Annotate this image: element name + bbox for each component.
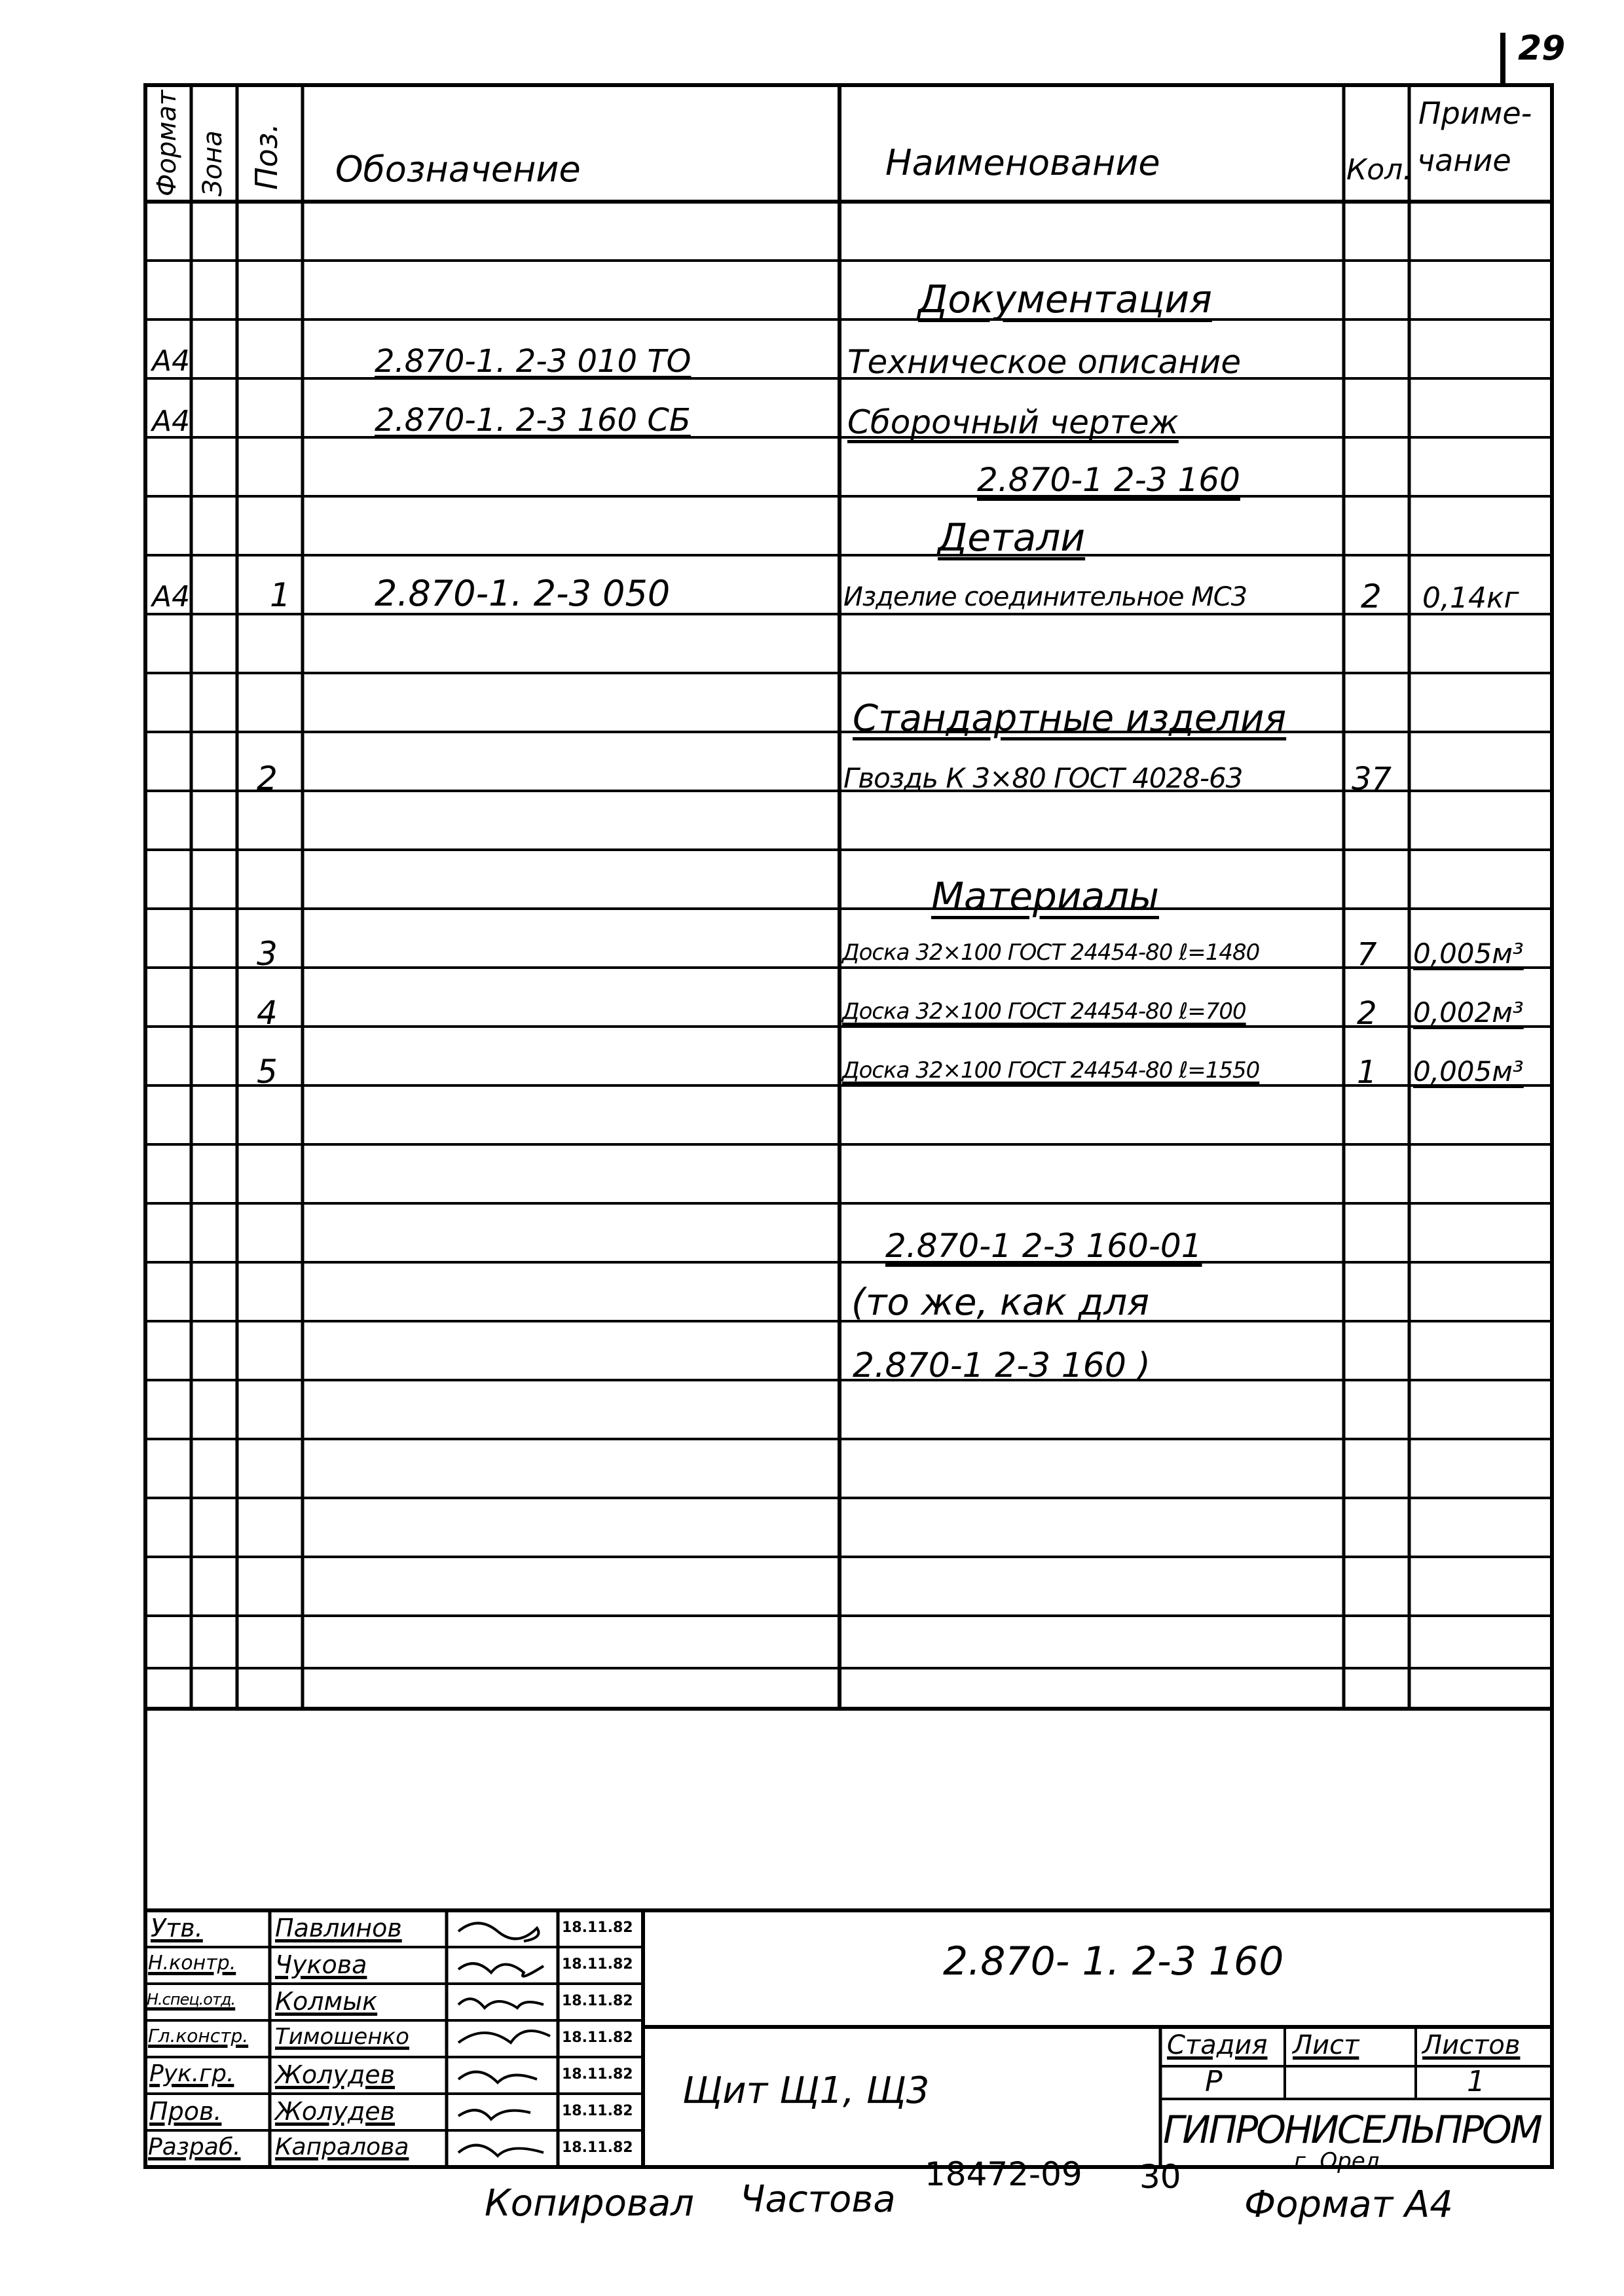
- sig-name: Чукова: [275, 1950, 367, 1979]
- row-pos: 1: [270, 576, 291, 614]
- header-format: Формат: [152, 90, 182, 196]
- row-qty: 37: [1352, 761, 1392, 797]
- sig-date: 18.11.82: [562, 2030, 633, 2046]
- header-zone: Зона: [198, 130, 228, 196]
- row-qty: 1: [1357, 1054, 1377, 1091]
- row-designation: 2.870-1. 2-3 050: [375, 573, 671, 614]
- organization: ГИПРОНИСЕЛЬПРОМ: [1163, 2107, 1541, 2152]
- copied-by-name: Частова: [740, 2178, 896, 2221]
- header-note-line1: Приме-: [1418, 96, 1532, 131]
- sig-name: Павлинов: [275, 1914, 402, 1942]
- format-label: Формат А4: [1244, 2183, 1453, 2226]
- section-documentation: Документация: [918, 277, 1212, 321]
- product-name: Щит Щ1, Щ3: [682, 2069, 930, 2112]
- section-materials: Материалы: [931, 874, 1159, 919]
- sheets-value: 1: [1467, 2065, 1485, 2098]
- sheet-label: Лист: [1293, 2030, 1359, 2060]
- row-designation: 2.870-1. 2-3 010 ТО: [375, 343, 692, 380]
- assembly-code-heading: 2.870-1 2-3 160: [977, 461, 1240, 499]
- row-name: Изделие соединительное МС3: [843, 582, 1247, 612]
- row-designation: 2.870-1. 2-3 160 СБ: [375, 402, 691, 439]
- row-pos: 5: [257, 1053, 278, 1091]
- header-pos: Поз.: [249, 123, 284, 190]
- sig-role: Пров.: [149, 2097, 222, 2126]
- document-code: 2.870- 1. 2-3 160: [943, 1939, 1284, 1984]
- sig-name: Жолудев: [275, 2097, 396, 2126]
- sig-name: Капралова: [275, 2134, 409, 2160]
- row-note: 0,005м³: [1413, 1055, 1524, 1087]
- sig-date: 18.11.82: [562, 1993, 633, 2009]
- row-format: А4: [152, 405, 191, 438]
- sig-name: Жолудев: [275, 2060, 396, 2089]
- sig-role: Разраб.: [148, 2134, 241, 2160]
- row-name: Техническое описание: [847, 343, 1242, 381]
- sig-role: Рук.гр.: [149, 2060, 234, 2087]
- page-number: 30: [1139, 2158, 1181, 2196]
- sig-name: Тимошенко: [275, 2024, 409, 2050]
- row-name: Доска 32×100 ГОСТ 24454-80 ℓ=700: [842, 998, 1246, 1025]
- header-qty: Кол.: [1346, 153, 1412, 187]
- section-standard-items: Стандартные изделия: [853, 697, 1287, 740]
- sig-role: Гл.констр.: [148, 2025, 249, 2047]
- sheet-number: 29: [1518, 29, 1566, 68]
- sig-date: 18.11.82: [562, 2066, 633, 2083]
- sig-date: 18.11.82: [562, 2140, 633, 2156]
- sig-date: 18.11.82: [562, 2103, 633, 2119]
- section-details: Детали: [938, 515, 1086, 560]
- row-note: 0,005м³: [1413, 938, 1524, 970]
- row-qty: 7: [1357, 936, 1377, 973]
- row-name: Сборочный чертеж: [847, 403, 1179, 441]
- row-pos: 3: [257, 935, 278, 973]
- row-qty: 2: [1361, 577, 1382, 615]
- row-name: Доска 32×100 ГОСТ 24454-80 ℓ=1480: [842, 939, 1260, 966]
- stage-value: Р: [1205, 2065, 1223, 2098]
- order-number: 18472-09: [925, 2155, 1082, 2193]
- row-name: Доска 32×100 ГОСТ 24454-80 ℓ=1550: [842, 1057, 1260, 1084]
- row-pos: 2: [257, 759, 278, 797]
- sig-role: Н.спец.отд.: [147, 1990, 236, 2009]
- copied-by-label: Копировал: [485, 2182, 694, 2225]
- header-name: Наименование: [885, 142, 1160, 183]
- row-format: А4: [152, 580, 191, 613]
- variant-code-heading: 2.870-1 2-3 160-01: [885, 1227, 1202, 1265]
- row-qty: 2: [1357, 995, 1377, 1032]
- sig-role: Утв.: [151, 1914, 203, 1942]
- sig-role: Н.контр.: [148, 1952, 236, 1975]
- row-name: Гвоздь К 3×80 ГОСТ 4028-63: [843, 762, 1243, 794]
- variant-note-line2: 2.870-1 2-3 160 ): [853, 1346, 1151, 1385]
- variant-note-line1: (то же, как для: [851, 1281, 1149, 1324]
- stage-label: Стадия: [1167, 2030, 1268, 2060]
- sheets-label: Листов: [1422, 2030, 1521, 2060]
- row-pos: 4: [257, 994, 278, 1032]
- sig-date: 18.11.82: [562, 1956, 633, 1973]
- sig-name: Колмык: [275, 1987, 378, 2016]
- city: г. Орел: [1294, 2148, 1380, 2174]
- sig-date: 18.11.82: [562, 1920, 633, 1936]
- row-note: 0,14кг: [1422, 581, 1519, 615]
- row-note: 0,002м³: [1413, 996, 1524, 1029]
- header-note-line2: чание: [1417, 143, 1511, 178]
- row-format: А4: [152, 344, 191, 378]
- header-designation: Обозначение: [335, 149, 581, 190]
